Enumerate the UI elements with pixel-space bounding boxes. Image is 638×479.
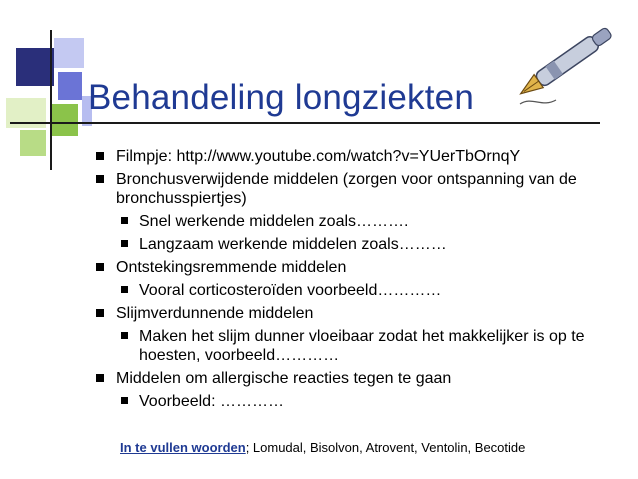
- list-item: [94, 304, 624, 323]
- square-bullet-icon: [96, 309, 104, 317]
- square-green: [50, 104, 78, 136]
- title-underline: [10, 122, 600, 124]
- list-item: [94, 392, 624, 411]
- bullet-text: Slijmverdunnende middelen: [116, 305, 314, 322]
- slide-title: Behandeling longziekten: [88, 78, 475, 117]
- list-item: [94, 147, 624, 166]
- square-navy: [16, 48, 54, 86]
- square-bullet-icon: [121, 397, 128, 404]
- vertical-rule: [50, 30, 52, 170]
- fountain-pen-icon: [512, 4, 632, 114]
- bullet-text: Ontstekingsremmende middelen: [116, 259, 347, 276]
- square-lightgreen: [20, 130, 46, 156]
- square-bullet-icon: [96, 175, 104, 183]
- bullet-text: Vooral corticosteroïden voorbeeld…………: [139, 282, 442, 299]
- list-item: [94, 235, 624, 254]
- square-blue: [58, 72, 82, 100]
- footer-words: ; Lomudal, Bisolvon, Atrovent, Ventolin, Becotide: [245, 440, 526, 455]
- list-item: [94, 212, 624, 231]
- square-bullet-icon: [96, 263, 104, 271]
- footer-label: In te vullen woorden: [120, 440, 246, 455]
- bullet-text: Voorbeeld: …………: [139, 393, 284, 410]
- bullet-text: Snel werkende middelen zoals……….: [139, 213, 409, 230]
- bullet-text: Filmpje: http://www.youtube.com/watch?v=YUerTbOrnqY: [116, 148, 521, 165]
- square-bullet-icon: [121, 332, 128, 339]
- square-bullet-icon: [96, 374, 104, 382]
- square-bullet-icon: [121, 217, 128, 224]
- bullet-text: Middelen om allergische reacties tegen te gaan: [116, 370, 452, 387]
- list-item: [94, 281, 624, 300]
- square-bullet-icon: [96, 152, 104, 160]
- list-item: [94, 327, 624, 365]
- square-bullet-icon: [121, 240, 128, 247]
- bullet-text: Maken het slijm dunner vloeibaar zodat het makkelijker is op te hoesten, voorbeeld…………: [139, 328, 585, 364]
- bullet-text: Langzaam werkende middelen zoals………: [139, 236, 447, 253]
- list-item: [94, 258, 624, 277]
- bullet-list: [94, 147, 624, 415]
- list-item: [94, 170, 624, 208]
- square-bullet-icon: [121, 286, 128, 293]
- footer-note: [120, 440, 525, 455]
- square-lightblue: [54, 38, 84, 68]
- list-item: [94, 369, 624, 388]
- bullet-text: Bronchusverwijdende middelen (zorgen voor ontspanning van de bronchusspiertjes): [116, 171, 577, 207]
